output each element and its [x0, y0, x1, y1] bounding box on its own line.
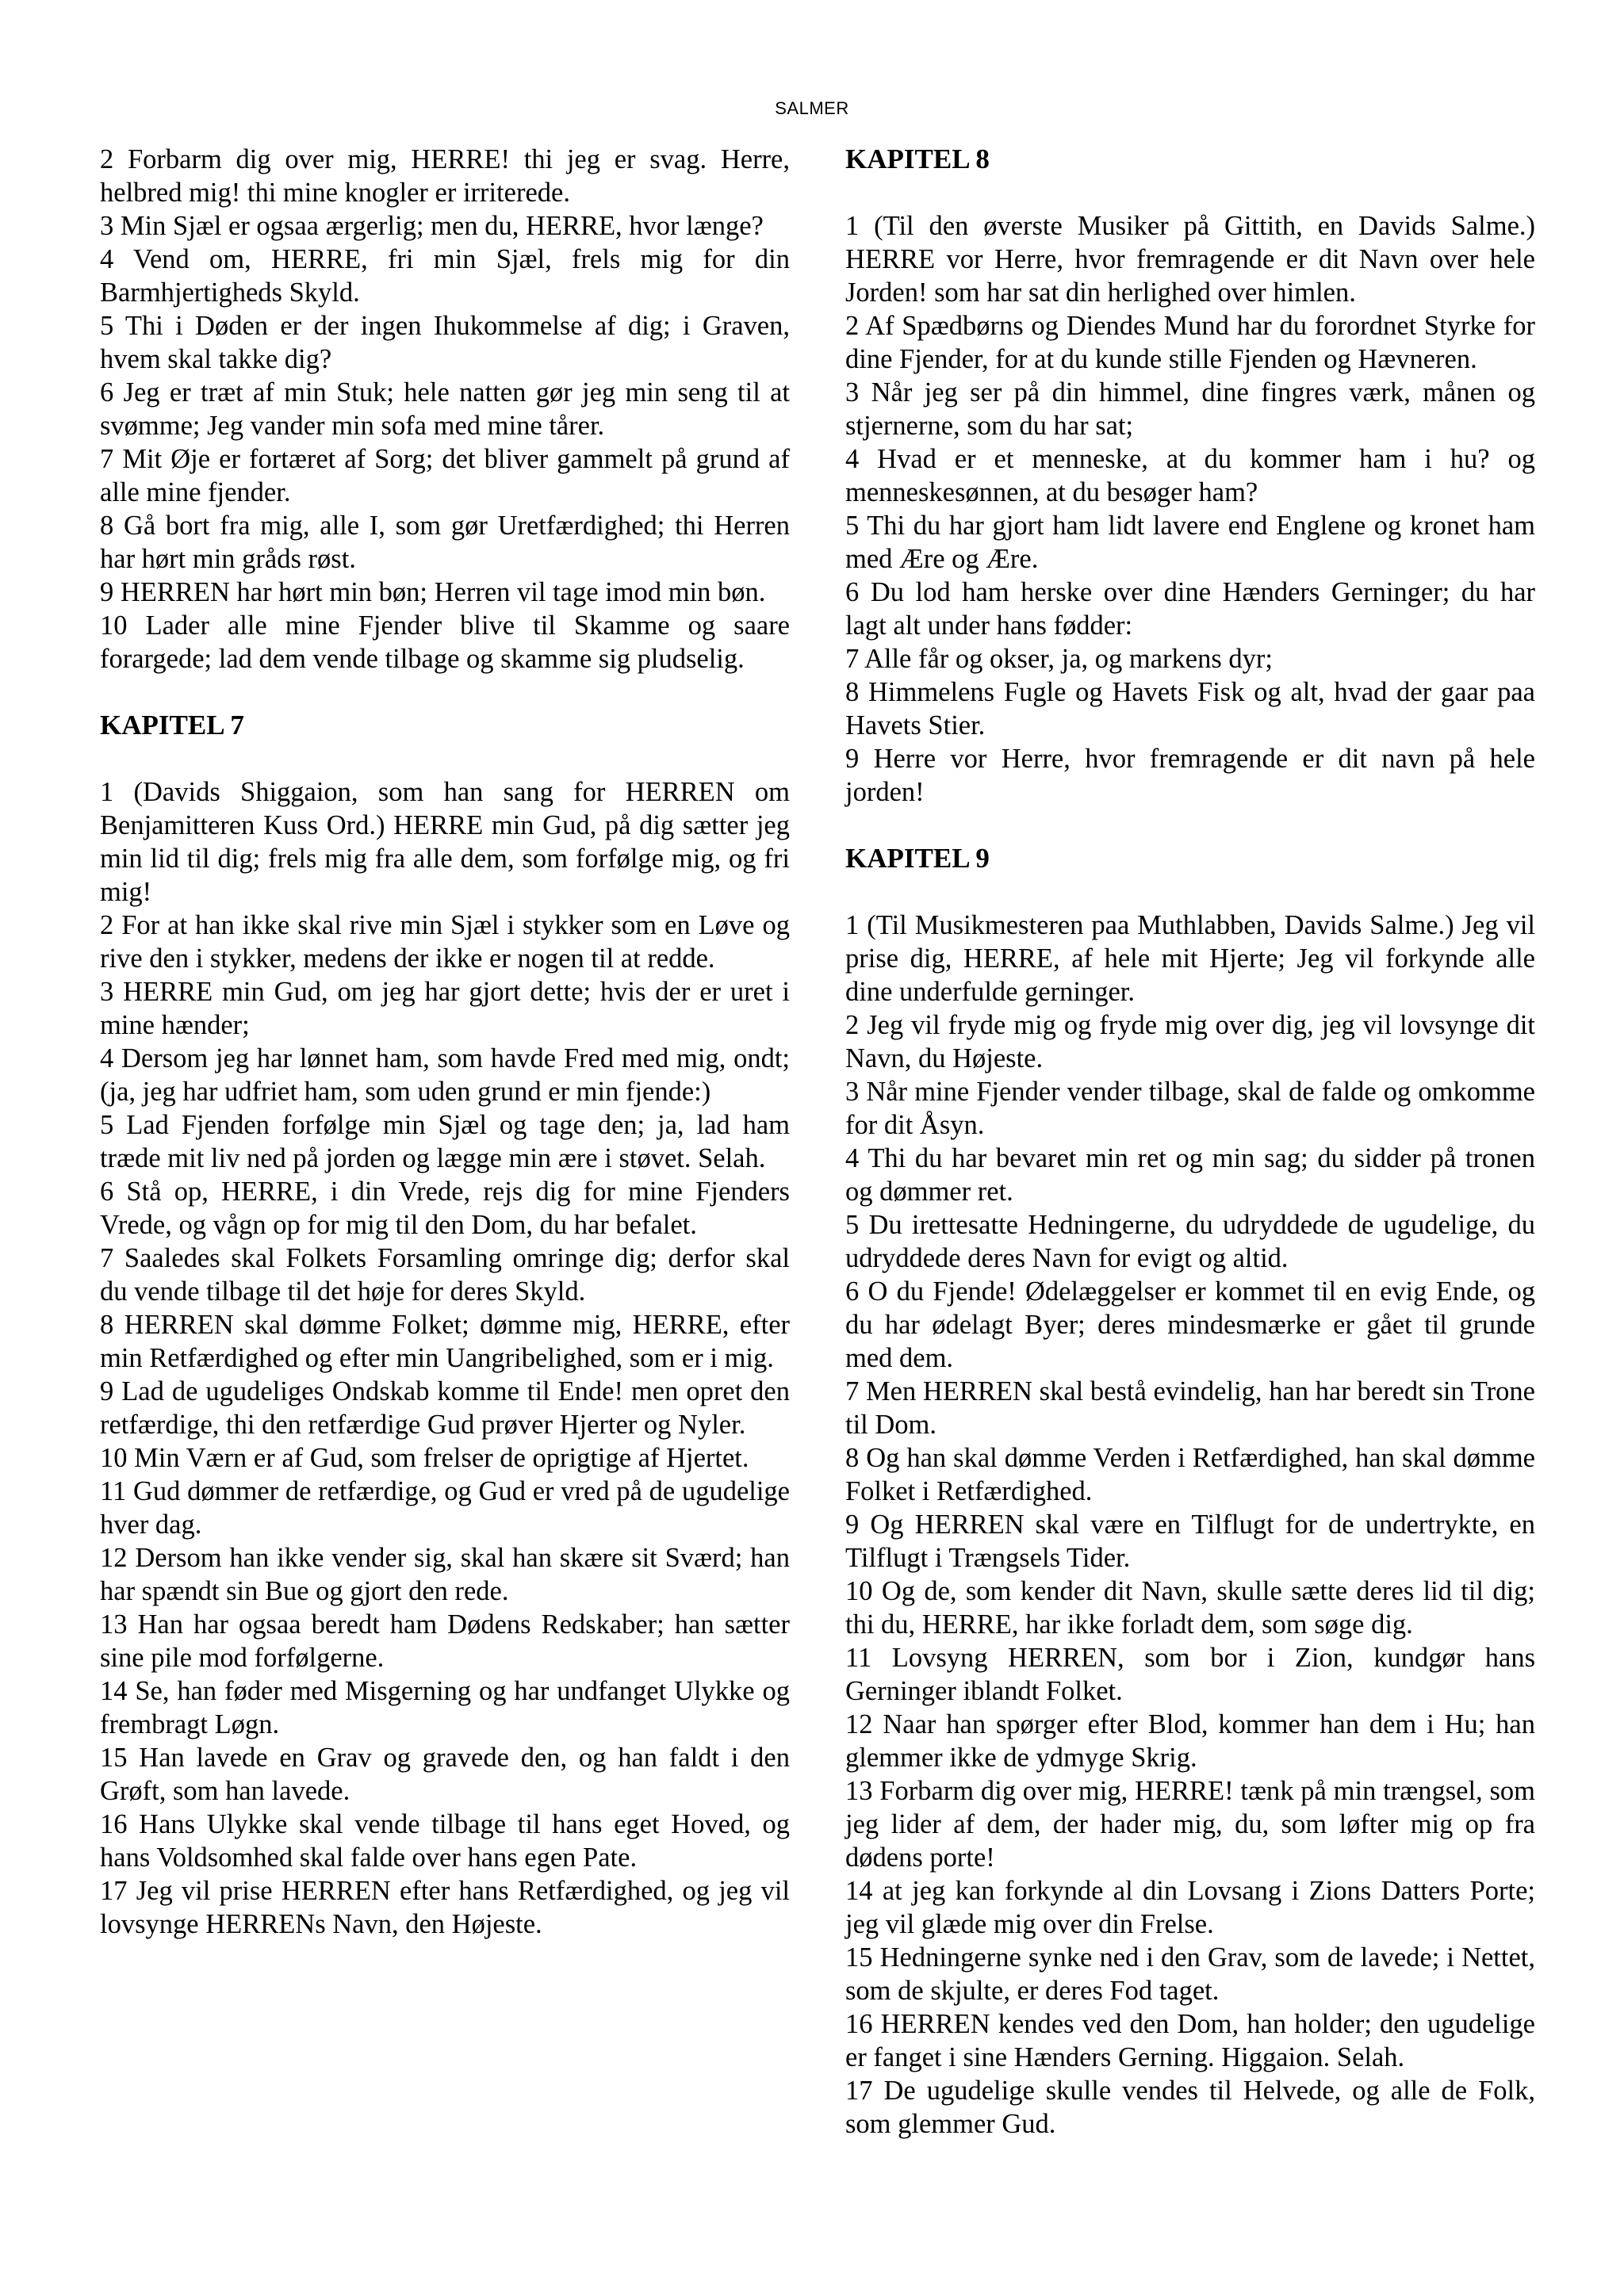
- verse: 16 HERREN kendes ved den Dom, han holder; den ugudelige er fanget i sine Hænders Gerning. Higgaion. Selah.: [845, 2009, 1535, 2072]
- verse: 4 Hvad er et menneske, at du kommer ham i hu? og menneskesønnen, at du besøger ham?: [845, 444, 1535, 507]
- verse: 4 Thi du har bevaret min ret og min sag; du sidder på tronen og dømmer ret.: [845, 1143, 1535, 1207]
- verse: 5 Lad Fjenden forfølge min Sjæl og tage den; ja, lad ham træde mit liv ned på jorden og lægge min ære i støvet. Selah.: [100, 1110, 790, 1173]
- verse: 8 Gå bort fra mig, alle I, som gør Uretfærdighed; thi Herren har hørt min gråds røst.: [100, 511, 790, 574]
- verse: 6 Stå op, HERRE, i din Vrede, rejs dig for mine Fjenders Vrede, og vågn op for mig til den Dom, du har befalet.: [100, 1177, 790, 1240]
- verse: 7 Men HERREN skal bestå evindelig, han har beredt sin Trone til Dom.: [845, 1376, 1535, 1440]
- verse: 4 Dersom jeg har lønnet ham, som havde Fred med mig, ondt; (ja, jeg har udfriet ham, som uden grund er min fjende:): [100, 1043, 790, 1107]
- verse: 1 (Davids Shiggaion, som han sang for HERREN om Benjamitteren Kuss Ord.) HERRE min Gud, på dig sætter jeg min lid til dig; frels mig fra alle dem, som forfølge mig, og fri mig!: [100, 777, 790, 907]
- verse: 3 HERRE min Gud, om jeg har gjort dette; hvis der er uret i mine hænder;: [100, 977, 790, 1040]
- chapter-8-verses: [845, 209, 1535, 809]
- verse: 17 Jeg vil prise HERREN efter hans Retfærdighed, og jeg vil lovsynge HERRENs Navn, den Højeste.: [100, 1876, 790, 1939]
- chapter-9-verses: [845, 909, 1535, 2141]
- verse: 9 Herre vor Herre, hvor fremragende er dit navn på hele jorden!: [845, 744, 1535, 807]
- right-column: [845, 143, 1535, 2141]
- verse: 13 Forbarm dig over mig, HERRE! tænk på min trængsel, som jeg lider af dem, der hader mig, du, som løfter mig op fra dødens porte!: [845, 1776, 1535, 1873]
- verse: 4 Vend om, HERRE, fri min Sjæl, frels mig for din Barmhjertigheds Skyld.: [100, 244, 790, 308]
- verse: 1 (Til den øverste Musiker på Gittith, en Davids Salme.) HERRE vor Herre, hvor fremragende er dit Navn over hele Jorden! som har sat din herlighed over himlen.: [845, 211, 1535, 308]
- verse: 3 Når mine Fjender vender tilbage, skal de falde og omkomme for dit Åsyn.: [845, 1077, 1535, 1140]
- verse: 6 Jeg er træt af min Stuk; hele natten gør jeg min seng til at svømme; Jeg vander min sofa med mine tårer.: [100, 377, 790, 441]
- verse: 10 Min Værn er af Gud, som frelser de oprigtige af Hjertet.: [100, 1443, 749, 1473]
- chapter-6-continued: [100, 143, 790, 675]
- verse: 8 HERREN skal dømme Folket; dømme mig, HERRE, efter min Retfærdighed og efter min Uangribelighed, som er i mig.: [100, 1310, 790, 1373]
- verse: 16 Hans Ulykke skal vende tilbage til hans eget Hoved, og hans Voldsomhed skal falde over hans egen Pate.: [100, 1809, 790, 1873]
- chapter-heading: KAPITEL 8: [845, 144, 990, 174]
- verse: 6 O du Fjende! Ødelæggelser er kommet til en evig Ende, og du har ødelagt Byer; deres mindesmærke er gået til grunde med dem.: [845, 1276, 1535, 1373]
- chapter-heading: KAPITEL 9: [845, 843, 990, 874]
- verse: 12 Dersom han ikke vender sig, skal han skære sit Sværd; han har spændt sin Bue og gjort den rede.: [100, 1543, 790, 1606]
- verse: 5 Du irettesatte Hedningerne, du udryddede de ugudelige, du udryddede deres Navn for evigt og altid.: [845, 1210, 1535, 1273]
- verse: 2 Jeg vil fryde mig og fryde mig over dig, jeg vil lovsynge dit Navn, du Højeste.: [845, 1010, 1535, 1073]
- verse: 9 HERREN har hørt min bøn; Herren vil tage imod min bøn.: [100, 577, 766, 607]
- running-header: SALMER: [775, 98, 849, 118]
- verse: 14 at jeg kan forkynde al din Lovsang i Zions Datters Porte; jeg vil glæde mig over din Frelse.: [845, 1876, 1535, 1939]
- verse: 14 Se, han føder med Misgerning og har undfanget Ulykke og frembragt Løgn.: [100, 1676, 790, 1739]
- verse: 15 Hedningerne synke ned i den Grav, som de lavede; i Nettet, som de skjulte, er deres Fod taget.: [845, 1942, 1535, 2006]
- verse: 5 Thi i Døden er der ingen Ihukommelse af dig; i Graven, hvem skal takke dig?: [100, 311, 790, 374]
- verse: 3 Min Sjæl er ogsaa ærgerlig; men du, HERRE, hvor længe?: [100, 211, 764, 241]
- verse: 2 For at han ikke skal rive min Sjæl i stykker som en Løve og rive den i stykker, medens der ikke er nogen til at redde.: [100, 910, 790, 974]
- verse: 1 (Til Musikmesteren paa Muthlabben, Davids Salme.) Jeg vil prise dig, HERRE, af hele mit Hjerte; Jeg vil forkynde alle dine underfulde gerninger.: [845, 910, 1535, 1007]
- verse: 3 Når jeg ser på din himmel, dine fingres værk, månen og stjernerne, som du har sat;: [845, 377, 1535, 441]
- verse: 12 Naar han spørger efter Blod, kommer han dem i Hu; han glemmer ikke de ydmyge Skrig.: [845, 1709, 1535, 1773]
- verse: 2 Af Spædbørns og Diendes Mund har du forordnet Styrke for dine Fjender, for at du kunde stille Fjenden og Hævneren.: [845, 311, 1535, 374]
- verse: 10 Lader alle mine Fjender blive til Skamme og saare forargede; lad dem vende tilbage og skamme sig pludselig.: [100, 610, 790, 674]
- verse: 7 Mit Øje er fortæret af Sorg; det bliver gammelt på grund af alle mine fjender.: [100, 444, 790, 507]
- verse: 11 Gud dømmer de retfærdige, og Gud er vred på de ugudelige hver dag.: [100, 1476, 790, 1540]
- left-column: [100, 143, 790, 1941]
- chapter-7-verses: [100, 775, 790, 1941]
- verse: 17 De ugudelige skulle vendes til Helvede, og alle de Folk, som glemmer Gud.: [845, 2076, 1535, 2139]
- verse: 7 Alle får og okser, ja, og markens dyr;: [845, 644, 1273, 674]
- verse: 2 Forbarm dig over mig, HERRE! thi jeg er svag. Herre, helbred mig! thi mine knogler er irriterede.: [100, 144, 790, 208]
- verse: 13 Han har ogsaa beredt ham Dødens Redskaber; han sætter sine pile mod forfølgerne.: [100, 1609, 790, 1673]
- verse: 8 Himmelens Fugle og Havets Fisk og alt, hvad der gaar paa Havets Stier.: [845, 677, 1535, 740]
- verse: 9 Og HERREN skal være en Tilflugt for de undertrykte, en Tilflugt i Trængsels Tider.: [845, 1510, 1535, 1573]
- chapter-heading: KAPITEL 7: [100, 710, 244, 740]
- verse: 5 Thi du har gjort ham lidt lavere end Englene og kronet ham med Ære og Ære.: [845, 511, 1535, 574]
- verse: 10 Og de, som kender dit Navn, skulle sætte deres lid til dig; thi du, HERRE, har ikke forladt dem, som søge dig.: [845, 1576, 1535, 1640]
- verse: 15 Han lavede en Grav og gravede den, og han faldt i den Grøft, som han lavede.: [100, 1743, 790, 1806]
- verse: 11 Lovsyng HERREN, som bor i Zion, kundgør hans Gerninger iblandt Folket.: [845, 1643, 1535, 1706]
- verse: 7 Saaledes skal Folkets Forsamling omringe dig; derfor skal du vende tilbage til det høje for deres Skyld.: [100, 1243, 790, 1307]
- verse: 8 Og han skal dømme Verden i Retfærdighed, han skal dømme Folket i Retfærdighed.: [845, 1443, 1535, 1506]
- verse: 9 Lad de ugudeliges Ondskab komme til Ende! men opret den retfærdige, thi den retfærdige Gud prøver Hjerter og Nyler.: [100, 1376, 790, 1440]
- verse: 6 Du lod ham herske over dine Hænders Gerninger; du har lagt alt under hans fødder:: [845, 577, 1535, 641]
